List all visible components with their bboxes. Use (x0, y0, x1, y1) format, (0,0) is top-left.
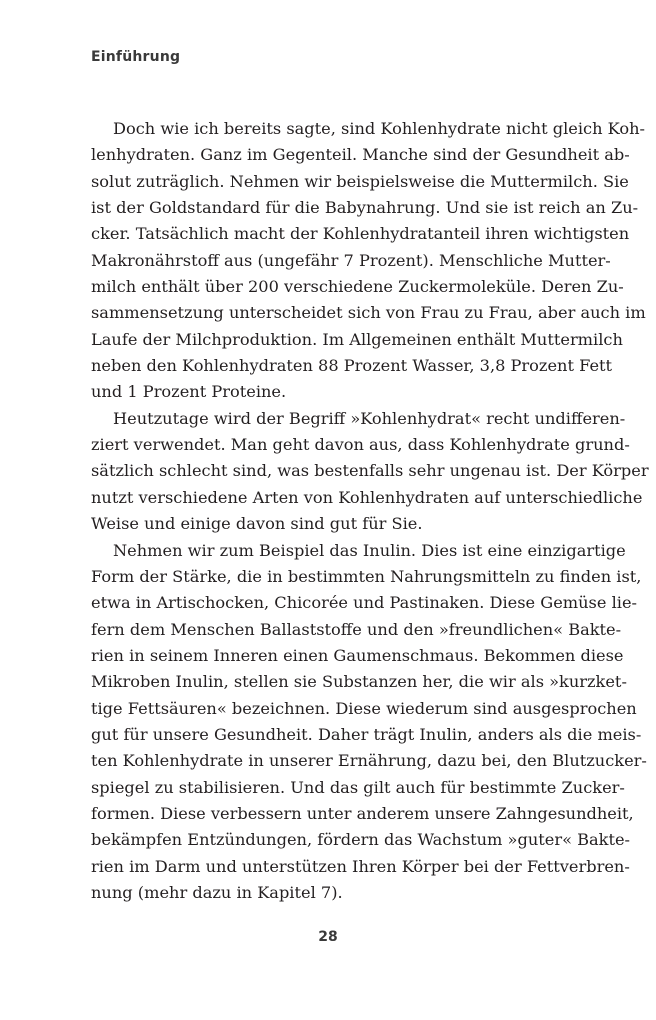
text-line: Weise und einige davon sind gut für Sie. (91, 514, 423, 534)
text-line: sammensetzung unterscheidet sich von Frau zu Frau, aber auch im (91, 303, 646, 323)
text-line: solut zuträglich. Nehmen wir beispielsweise die Muttermilch. Sie (91, 171, 629, 191)
text-line: milch enthält über 200 verschiedene Zuckermoleküle. Deren Zu- (91, 277, 624, 297)
text-line: formen. Diese verbessern unter anderem unsere Zahngesundheit, (91, 803, 634, 823)
text-line: bekämpfen Entzündungen, fördern das Wachstum »guter« Bakte- (91, 830, 631, 850)
text-line: Laufe der Milchproduktion. Im Allgemeinen enthält Muttermilch (91, 329, 623, 349)
text-line: cker. Tatsächlich macht der Kohlenhydratanteil ihren wichtigsten (91, 224, 630, 244)
text-line: neben den Kohlenhydraten 88 Prozent Wasser, 3,8 Prozent Fett (91, 356, 613, 376)
text-line: fern dem Menschen Ballaststoffe und den »freundlichen« Bakte- (91, 619, 622, 639)
text-line: ziert verwendet. Man geht davon aus, dass Kohlenhydrate grund- (91, 435, 630, 455)
body-text (91, 116, 649, 906)
text-line: Doch wie ich bereits sagte, sind Kohlenhydrate nicht gleich Koh- (113, 119, 645, 138)
text-line: rien in seinem Inneren einen Gaumenschmaus. Bekommen diese (91, 645, 624, 665)
text-line: rien im Darm und unterstützen Ihren Körper bei der Fettverbren- (91, 856, 630, 876)
text-line: tige Fettsäuren« bezeichnen. Diese wiederum sind ausgesprochen (91, 698, 637, 718)
text-line: etwa in Artischocken, Chicorée und Pastinaken. Diese Gemüse lie- (91, 593, 637, 613)
text-line: ten Kohlenhydrate in unserer Ernährung, dazu bei, den Blutzucker- (91, 751, 647, 771)
text-line: Form der Stärke, die in bestimmten Nahrungsmitteln zu finden ist, (91, 566, 642, 586)
text-line: gut für unsere Gesundheit. Daher trägt Inulin, anders als die meis- (91, 724, 642, 744)
paragraph (91, 538, 647, 907)
text-line: und 1 Prozent Proteine. (91, 382, 287, 402)
paragraph (91, 116, 646, 406)
text-line: nung (mehr dazu in Kapitel 7). (91, 882, 343, 902)
text-line: Mikroben Inulin, stellen sie Substanzen her, die wir als »kurzket- (91, 672, 627, 692)
text-line: sätzlich schlecht sind, was bestenfalls sehr ungenau ist. Der Körper (91, 461, 649, 481)
text-line: spiegel zu stabilisieren. Und das gilt auch für bestimmte Zucker- (91, 777, 625, 797)
text-line: Heutzutage wird der Begriff »Kohlenhydrat« recht undifferen- (113, 408, 626, 428)
text-line: nutzt verschiedene Arten von Kohlenhydraten auf unterschiedliche (91, 487, 643, 507)
paragraph (91, 406, 649, 538)
running-head: Einführung (91, 49, 181, 65)
text-line: ist der Goldstandard für die Babynahrung. Und sie ist reich an Zu- (91, 198, 639, 218)
text-line: lenhydraten. Ganz im Gegenteil. Manche sind der Gesundheit ab- (91, 145, 630, 165)
text-line: Makronährstoff aus (ungefähr 7 Prozent). Menschliche Mutter- (91, 250, 611, 270)
text-line: Nehmen wir zum Beispiel das Inulin. Dies ist eine einzigartige (113, 540, 626, 560)
page-number: 28 (318, 929, 338, 945)
